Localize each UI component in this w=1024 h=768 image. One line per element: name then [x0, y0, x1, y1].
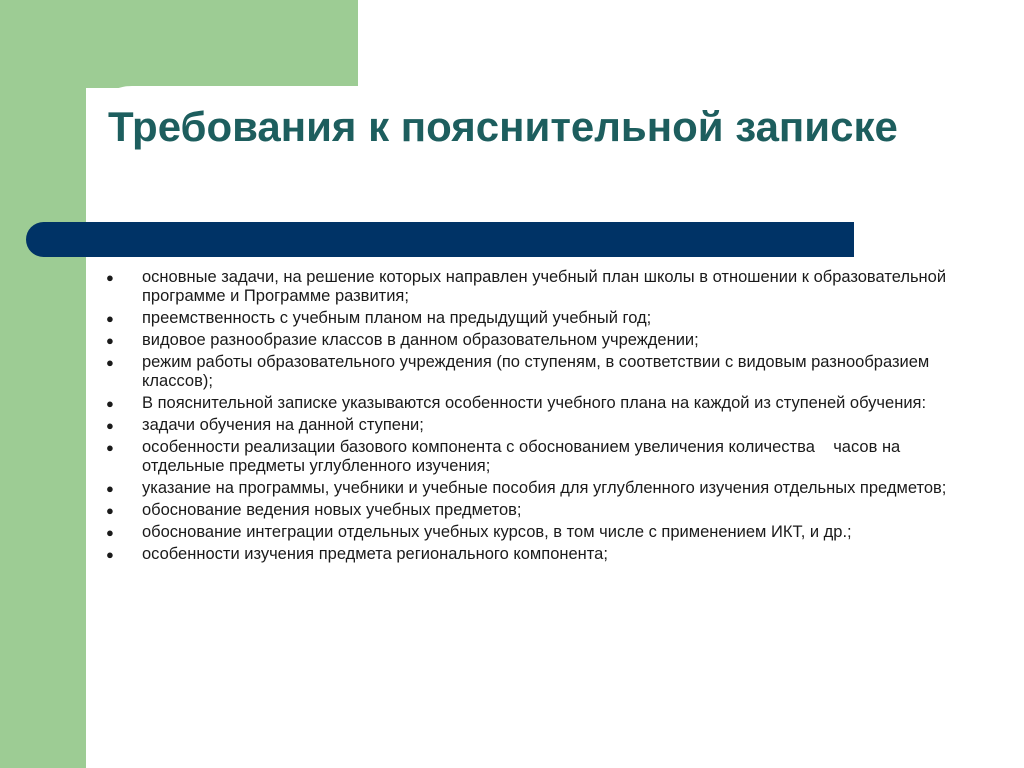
list-item — [104, 545, 964, 564]
list-item — [104, 353, 964, 391]
list-item — [104, 309, 964, 328]
bullet-icon: ● — [106, 547, 114, 562]
list-item-text: В пояснительной записке указываются особенности учебного плана на каждой из ступеней обучения: — [142, 394, 927, 412]
green-sidebar-decoration — [0, 0, 86, 768]
list-item-text: обоснование ведения новых учебных предметов; — [142, 501, 522, 519]
list-item-text: обоснование интеграции отдельных учебных курсов, в том числе с применением ИКТ, и др.; — [142, 523, 852, 541]
bullet-list — [104, 268, 964, 567]
bullet-icon: ● — [106, 396, 114, 411]
bullet-icon: ● — [106, 525, 114, 540]
list-item-text: преемственность с учебным планом на предыдущий учебный год; — [142, 309, 652, 327]
title-underline-bar — [26, 222, 854, 257]
list-item — [104, 394, 964, 413]
bullet-icon: ● — [106, 440, 114, 455]
bullet-icon: ● — [106, 333, 114, 348]
list-item-text: видовое разнообразие классов в данном образовательном учреждении; — [142, 331, 699, 349]
list-item — [104, 479, 964, 498]
list-item — [104, 268, 964, 306]
list-item-text: режим работы образовательного учреждения (по ступеням, в соответствии с видовым разнообразием классов); — [142, 353, 934, 390]
list-item-text: задачи обучения на данной ступени; — [142, 416, 424, 434]
bullet-icon: ● — [106, 481, 114, 496]
list-item-text: особенности изучения предмета регионального компонента; — [142, 545, 608, 563]
list-item-text: указание на программы, учебники и учебные пособия для углубленного изучения отдельных предметов; — [142, 479, 947, 497]
list-item-text: особенности реализации базового компонента с обоснованием увеличения количества часов на отдельные предметы углубленного изучения; — [142, 438, 905, 475]
list-item — [104, 331, 964, 350]
bullet-icon: ● — [106, 311, 114, 326]
bullet-icon: ● — [106, 503, 114, 518]
slide-title: Требования к пояснительной записке — [108, 103, 898, 150]
list-item — [104, 523, 964, 542]
list-item-text: основные задачи, на решение которых направлен учебный план школы в отношении к образовательной программе и Программе развития; — [142, 268, 951, 305]
list-item — [104, 438, 964, 476]
bullet-icon: ● — [106, 418, 114, 433]
list-item — [104, 416, 964, 435]
bullet-icon: ● — [106, 355, 114, 370]
green-top-decoration — [0, 0, 358, 88]
bullet-icon: ● — [106, 270, 114, 285]
list-item — [104, 501, 964, 520]
